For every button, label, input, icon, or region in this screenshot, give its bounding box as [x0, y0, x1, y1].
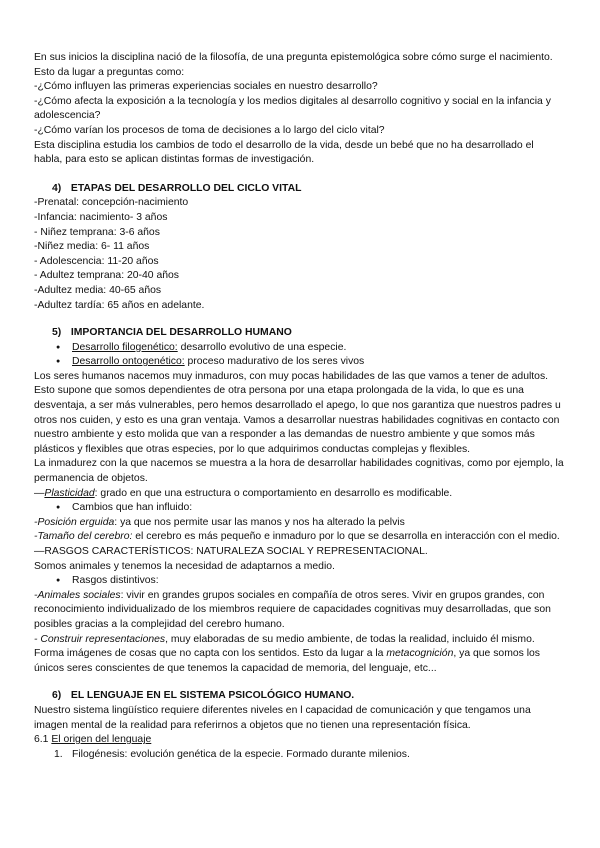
- definition: , muy elaboradas de su medio ambiente, de todas la realidad, incluido él mismo. Forma imágenes de cosas que no capta con los sentidos. Esto da lugar a la: [34, 633, 535, 660]
- subsection-heading: [34, 733, 564, 748]
- intro-question: -¿Cómo varían los procesos de toma de decisiones a lo largo del ciclo vital?: [34, 124, 385, 136]
- list-item: - Adultez temprana: 20-40 años: [34, 270, 179, 282]
- intro-question: -¿Cómo influyen las primeras experiencias sociales en nuestro desarrollo?: [34, 81, 378, 93]
- bullet-list: [34, 341, 564, 370]
- list-item: -Prenatal: concepción-nacimiento: [34, 197, 189, 209]
- list-item: ● Cambios que han influido:: [34, 501, 564, 516]
- definition: el cerebro es más pequeño e inmaduro por lo que se desarrolla en interacción con el medio.: [132, 531, 560, 543]
- section-title: IMPORTANCIA DEL DESARROLLO HUMANO: [70, 327, 292, 339]
- numbered-list: [34, 748, 564, 763]
- definition: : grado en que una estructura o comportamiento en desarrollo es modificable.: [94, 487, 453, 499]
- term: metacognición: [386, 648, 454, 660]
- definition: : vivir en grandes grupos sociales en compañía de otros seres. Vivir en grupos grandes, con reconocimiento individualizado de los miembros requiere de capacidades cognitivas muy desarrolladas, que son posibles gracias a la complejidad del cerebro humano.: [34, 589, 551, 630]
- dash: —: [34, 487, 45, 499]
- paragraph: [34, 530, 564, 545]
- subsection-number: 6.1: [34, 734, 52, 746]
- stages-list: [34, 196, 564, 313]
- list-item: -Adultez media: 40-65 años: [34, 284, 162, 296]
- list-item: [34, 341, 564, 356]
- section-title: ETAPAS DEL DESARROLLO DEL CICLO VITAL: [70, 182, 302, 194]
- section-4-heading: [34, 182, 564, 197]
- document-page: [34, 51, 564, 762]
- paragraph: [34, 589, 564, 633]
- definition: , ya que somos los únicos seres conscientes de que tenemos la capacidad de memoria, del lenguaje, etc...: [34, 648, 540, 674]
- term: -Posición erguida: [34, 516, 115, 528]
- subheading: —RASGOS CARACTERÍSTICOS: NATURALEZA SOCIAL Y REPRESENTACIONAL.: [34, 546, 428, 557]
- bullet-list: [34, 574, 564, 589]
- bullet-list: [34, 501, 564, 516]
- term: -Tamaño del cerebro:: [34, 531, 133, 543]
- section-5-heading: [34, 326, 564, 341]
- paragraph: Somos animales y tenemos la necesidad de adaptarnos a medio.: [34, 560, 335, 572]
- term: Desarrollo filogenético:: [72, 341, 178, 353]
- list-item: [34, 748, 564, 763]
- subsection-title: El origen del lenguaje: [51, 734, 152, 746]
- paragraph: La inmadurez con la que nacemos se muestra a la hora de desarrollar habilidades cognitivas, como por ejemplo, la permanencia de objetos.: [34, 458, 564, 485]
- section-6-heading: [34, 689, 564, 704]
- section-number: 6): [52, 690, 62, 702]
- section-number: 4): [52, 182, 62, 194]
- paragraph: Los seres humanos nacemos muy inmaduros, con muy pocas habilidades de las que vamos a tener de adultos. Esto supone que somos dependientes de otra persona por una etapa prolongada de la vida, lo que es una desventaja, a ser más vulnerables, pero hemos desarrollado el apego, lo que nos garantiza que nuestros padres u otros nos cuiden, y esto es una gran ventaja. Vamos a desarrollar nuestras habilidades cognitivas en contacto con nuestro ambiente y esto molida que van a responder a las demandas de nuestro ambiente y que somos más plásticos y flexibles que otras especies, por lo que adquirimos conductas complejas y flexibles.: [34, 370, 561, 455]
- list-item: -Niñez media: 6- 11 años: [34, 241, 150, 253]
- intro-paragraph: En sus inicios la disciplina nació de la filosofía, de una pregunta epistemológica sobre cómo surge el nacimiento. Esto da lugar a preguntas como:: [34, 52, 553, 78]
- definition: proceso madurativo de los seres vivos: [184, 356, 365, 368]
- paragraph: [34, 633, 564, 677]
- list-text: Filogénesis: evolución genética de la especie. Formado durante milenios.: [72, 748, 410, 760]
- term: - Construir representaciones: [34, 633, 166, 645]
- term: -Animales sociales: [34, 589, 121, 601]
- term: Desarrollo ontogenético:: [72, 356, 185, 368]
- paragraph: Nuestro sistema lingüístico requiere diferentes niveles en l capacidad de comunicación y que tengamos una imagen mental de la realidad para referirnos a objetos que no tienen una representación física.: [34, 704, 531, 731]
- list-item: - Adolescencia: 11-20 años: [34, 255, 159, 267]
- list-item: [34, 355, 564, 370]
- section-title: EL LENGUAJE EN EL SISTEMA PSICOLÓGICO HUMANO.: [70, 690, 355, 702]
- list-number: 1.: [54, 748, 63, 760]
- definition: desarrollo evolutivo de una especie.: [177, 341, 347, 353]
- paragraph: [34, 487, 564, 502]
- definition: : ya que nos permite usar las manos y nos ha alterado la pelvis: [114, 516, 405, 528]
- intro-question: -¿Cómo afecta la exposición a la tecnología y los medios digitales al desarrollo cognitivo y social en la infancia y adolescencia?: [34, 95, 551, 122]
- list-item: ● Rasgos distintivos:: [34, 574, 564, 589]
- intro-paragraph: Esta disciplina estudia los cambios de todo el desarrollo de la vida, desde un bebé que no ha desarrollado el habla, para esto se aplican distintas formas de investigación.: [34, 139, 534, 166]
- term: Plasticidad: [44, 487, 95, 499]
- list-item: -Infancia: nacimiento- 3 años: [34, 211, 168, 223]
- list-item: - Niñez temprana: 3-6 años: [34, 226, 160, 238]
- paragraph: [34, 516, 564, 531]
- list-item: -Adultez tardía: 65 años en adelante.: [34, 299, 205, 311]
- section-number: 5): [52, 327, 62, 339]
